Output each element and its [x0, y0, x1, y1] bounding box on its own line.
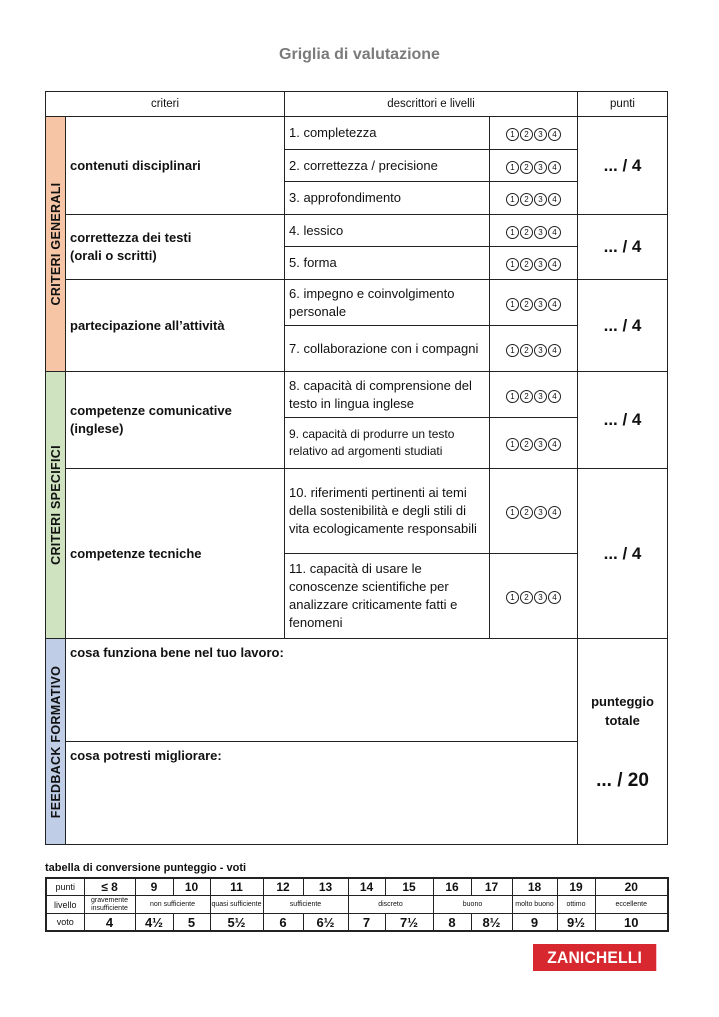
conversion-row-voto: [46, 914, 668, 932]
level-circle[interactable]: 3: [534, 128, 547, 141]
level-selector[interactable]: [490, 150, 578, 182]
level-circle[interactable]: 3: [534, 258, 547, 271]
voto-cell: 9: [512, 914, 557, 932]
level-circle[interactable]: 4: [548, 438, 561, 451]
band-label: CRITERI SPECIFICI: [48, 445, 63, 565]
descriptor-5: 5. forma: [285, 247, 490, 280]
level-circle[interactable]: 1: [506, 161, 519, 174]
criterion-contenuti: contenuti disciplinari: [66, 117, 285, 215]
level-circle[interactable]: 1: [506, 193, 519, 206]
punti-cell: ≤ 8: [84, 878, 135, 896]
level-circle[interactable]: 2: [520, 128, 533, 141]
voto-cell: 5½: [210, 914, 263, 932]
table-row: [46, 639, 668, 742]
level-circle[interactable]: 4: [548, 298, 561, 311]
voto-cell: 7½: [385, 914, 433, 932]
descriptor-11: 11. capacità di usare le conoscenze scientifiche per analizzare criticamente fatti e fenomeni: [285, 554, 490, 639]
level-selector[interactable]: [490, 418, 578, 469]
level-circle[interactable]: 3: [534, 591, 547, 604]
level-circle[interactable]: 3: [534, 344, 547, 357]
level-selector[interactable]: [490, 326, 578, 372]
total-score-value[interactable]: ... / 20: [596, 769, 649, 791]
descriptor-2: 2. correttezza / precisione: [285, 150, 490, 182]
level-circle[interactable]: 4: [548, 591, 561, 604]
table-row: [46, 469, 668, 554]
band-feedback-formativo: [46, 639, 66, 845]
punti-cell: 19: [557, 878, 595, 896]
punti-cell: 10: [173, 878, 210, 896]
level-circle[interactable]: 1: [506, 298, 519, 311]
conversion-row-livello: [46, 896, 668, 914]
score-cell[interactable]: ... / 4: [578, 469, 668, 639]
score-cell[interactable]: ... / 4: [578, 280, 668, 372]
level-circle[interactable]: 1: [506, 591, 519, 604]
descriptor-3: 3. approfondimento: [285, 182, 490, 215]
punti-cell: 14: [348, 878, 385, 896]
band-criteri-specifici: [46, 372, 66, 639]
header-punti: punti: [578, 92, 668, 117]
level-selector[interactable]: [490, 280, 578, 326]
table-row: [46, 742, 668, 845]
level-circle[interactable]: 2: [520, 298, 533, 311]
punti-cell: 15: [385, 878, 433, 896]
conversion-row-punti: [46, 878, 668, 896]
level-circle[interactable]: 3: [534, 438, 547, 451]
feedback-improve-field[interactable]: cosa potresti migliorare:: [66, 742, 578, 845]
punti-cell: 11: [210, 878, 263, 896]
livello-cell: sufficiente: [263, 896, 348, 914]
descriptor-8: 8. capacità di comprensione del testo in lingua inglese: [285, 372, 490, 418]
level-circle[interactable]: 3: [534, 193, 547, 206]
voto-cell: 4: [84, 914, 135, 932]
level-circle[interactable]: 2: [520, 591, 533, 604]
punti-cell: 12: [263, 878, 303, 896]
table-row: [46, 372, 668, 418]
punti-cell: 17: [471, 878, 512, 896]
voto-cell: 10: [595, 914, 668, 932]
level-circle[interactable]: 4: [548, 258, 561, 271]
level-selector[interactable]: [490, 372, 578, 418]
descriptor-7: 7. collaborazione con i compagni: [285, 326, 490, 372]
voto-cell: 4½: [135, 914, 173, 932]
level-circle[interactable]: 2: [520, 161, 533, 174]
level-circle[interactable]: 3: [534, 161, 547, 174]
table-row: [46, 215, 668, 247]
band-criteri-generali: [46, 117, 66, 372]
voto-cell: 5: [173, 914, 210, 932]
livello-cell: gravemente insufficiente: [84, 896, 135, 914]
livello-cell: eccellente: [595, 896, 668, 914]
score-cell[interactable]: ... / 4: [578, 215, 668, 280]
zanichelli-logo: ZANICHELLI: [533, 944, 656, 971]
level-circle[interactable]: 1: [506, 390, 519, 403]
criterion-partecipazione: partecipazione all’attività: [66, 280, 285, 372]
level-circle[interactable]: 1: [506, 258, 519, 271]
punti-cell: 18: [512, 878, 557, 896]
level-selector[interactable]: [490, 247, 578, 280]
total-score-cell: [578, 639, 668, 845]
punti-cell: 20: [595, 878, 668, 896]
total-label-line1: punteggio: [591, 693, 654, 709]
level-selector[interactable]: [490, 182, 578, 215]
level-selector[interactable]: [490, 469, 578, 554]
level-circle[interactable]: 2: [520, 506, 533, 519]
conversion-table: [45, 877, 669, 932]
grid-header-row: [46, 92, 668, 117]
level-circle[interactable]: 2: [520, 258, 533, 271]
level-circle[interactable]: 3: [534, 298, 547, 311]
evaluation-grid: [45, 91, 668, 845]
row-label: livello: [46, 896, 84, 914]
level-circle[interactable]: 4: [548, 161, 561, 174]
voto-cell: 6: [263, 914, 303, 932]
level-circle[interactable]: 2: [520, 344, 533, 357]
level-circle[interactable]: 4: [548, 390, 561, 403]
level-circle[interactable]: 4: [548, 506, 561, 519]
punti-cell: 9: [135, 878, 173, 896]
voto-cell: 9½: [557, 914, 595, 932]
criterion-comunicative: competenze comunicative (inglese): [66, 372, 285, 469]
level-circle[interactable]: 1: [506, 128, 519, 141]
table-row: [46, 280, 668, 326]
total-label-line2: totale: [605, 712, 640, 728]
livello-cell: quasi sufficiente: [210, 896, 263, 914]
level-circle[interactable]: 4: [548, 344, 561, 357]
score-cell[interactable]: ... / 4: [578, 372, 668, 469]
level-circle[interactable]: 2: [520, 226, 533, 239]
punti-cell: 13: [303, 878, 348, 896]
level-circle[interactable]: 2: [520, 438, 533, 451]
table-row: [46, 117, 668, 150]
descriptor-1: 1. completezza: [285, 117, 490, 150]
livello-cell: discreto: [348, 896, 433, 914]
level-circle[interactable]: 2: [520, 193, 533, 206]
level-circle[interactable]: 1: [506, 226, 519, 239]
voto-cell: 6½: [303, 914, 348, 932]
descriptor-10: 10. riferimenti pertinenti ai temi della sostenibilità e degli stili di vita ecologicamente responsabili: [285, 469, 490, 554]
level-selector[interactable]: [490, 215, 578, 247]
voto-cell: 8½: [471, 914, 512, 932]
score-cell[interactable]: ... / 4: [578, 117, 668, 215]
level-circle[interactable]: 1: [506, 506, 519, 519]
feedback-works-field[interactable]: cosa funziona bene nel tuo lavoro:: [66, 639, 578, 742]
voto-cell: 7: [348, 914, 385, 932]
level-circle[interactable]: 1: [506, 438, 519, 451]
level-circle[interactable]: 3: [534, 506, 547, 519]
level-circle[interactable]: 3: [534, 390, 547, 403]
punti-cell: 16: [433, 878, 471, 896]
band-label: CRITERI GENERALI: [48, 182, 63, 306]
level-circle[interactable]: 4: [548, 226, 561, 239]
criterion-tecniche: competenze tecniche: [66, 469, 285, 639]
row-label: punti: [46, 878, 84, 896]
level-circle[interactable]: 1: [506, 344, 519, 357]
level-circle[interactable]: 2: [520, 390, 533, 403]
livello-cell: non sufficiente: [135, 896, 210, 914]
descriptor-9: 9. capacità di produrre un testo relativo ad argomenti studiati: [285, 418, 490, 469]
livello-cell: buono: [433, 896, 512, 914]
conversion-table-title: tabella di conversione punteggio - voti: [45, 862, 247, 874]
level-selector[interactable]: [490, 117, 578, 150]
descriptor-6: 6. impegno e coinvolgimento personale: [285, 280, 490, 326]
level-circle[interactable]: 4: [548, 128, 561, 141]
livello-cell: molto buono: [512, 896, 557, 914]
descriptor-4: 4. lessico: [285, 215, 490, 247]
voto-cell: 8: [433, 914, 471, 932]
band-label: FEEDBACK FORMATIVO: [48, 665, 63, 818]
page-title: Griglia di valutazione: [279, 46, 440, 63]
level-circle[interactable]: 3: [534, 226, 547, 239]
criterion-correttezza: correttezza dei testi (orali o scritti): [66, 215, 285, 280]
header-criteri: criteri: [46, 92, 285, 117]
header-descrittori: descrittori e livelli: [285, 92, 578, 117]
row-label: voto: [46, 914, 84, 932]
level-selector[interactable]: [490, 554, 578, 639]
level-circle[interactable]: 4: [548, 193, 561, 206]
livello-cell: ottimo: [557, 896, 595, 914]
